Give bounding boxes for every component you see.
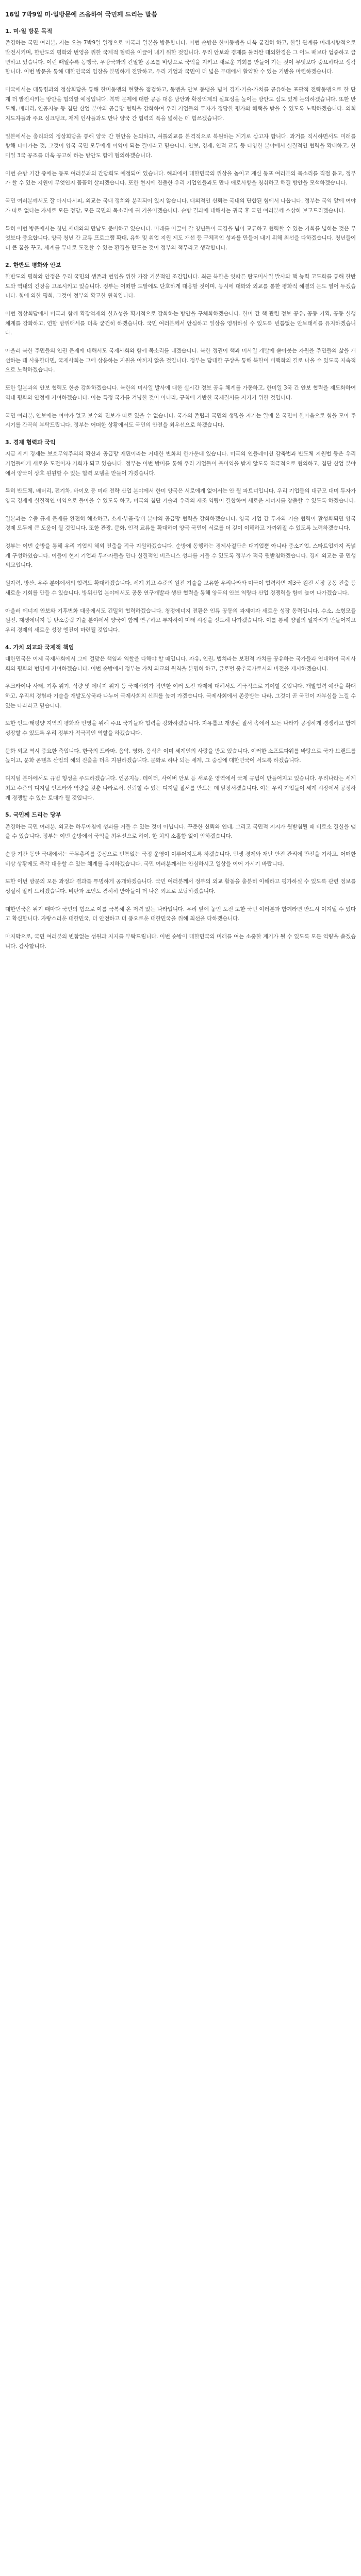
body-paragraph: 한반도의 평화와 안정은 우리 국민의 생존과 번영을 위한 가장 기본적인 조건입니다. 최근 북한은 잇따른 탄도미사일 발사와 핵 능력 고도화를 통해 한반도와 역내의 긴장을 고조시키고 있습니다. 정부는 어떠한 도발에도 단호하게 대응할 것이며, 동시에 대화와 외교를 통한 평화적 해결의 문도 열어 두겠습니다. 힘에 의한 평화, 그것이 정부의 확고한 원칙입니다.: [5, 273, 356, 299]
body-paragraph: 마지막으로, 국민 여러분의 변함없는 성원과 지지를 부탁드립니다. 이번 순방이 대한민국의 미래를 여는 소중한 계기가 될 수 있도록 모든 역량을 쏟겠습니다. 감사합니다.: [5, 934, 356, 950]
document-body: [5, 27, 356, 952]
body-paragraph: 국민 여러분, 안보에는 여야가 없고 보수와 진보가 따로 있을 수 없습니다. 국가의 존립과 국민의 생명을 지키는 일에 온 국민이 한마음으로 힘을 모아 주시기를 간곡히 부탁드립니다. 정부는 어떠한 상황에서도 국민의 안전을 최우선으로 하겠습니다.: [5, 412, 356, 429]
body-paragraph: 또한 이번 방문의 모든 과정과 결과를 투명하게 공개하겠습니다. 국민 여러분께서 정부의 외교 활동을 충분히 이해하고 평가하실 수 있도록 관련 정보를 성실히 알려 드리겠습니다. 비판과 조언도 겸허히 받아들여 더 나은 외교로 보답하겠습니다.: [5, 878, 356, 895]
body-paragraph: 지금 세계 경제는 보호무역주의의 확산과 공급망 재편이라는 거대한 변화의 한가운데 있습니다. 미국의 인플레이션 감축법과 반도체 지원법 등은 우리 기업들에게 새로운 도전이자 기회가 되고 있습니다. 정부는 이번 방미를 통해 우리 기업들이 불이익을 받지 않도록 적극적으로 협의하고, 첨단 산업 분야에서 양국이 상호 윈윈할 수 있는 협력 모델을 만들어 가겠습니다.: [5, 451, 356, 477]
section-heading: 5. 국민께 드리는 당부: [5, 811, 61, 819]
body-paragraph: 미국에서는 대통령과의 정상회담을 통해 한미동맹의 현황을 점검하고, 동맹을 안보 동맹을 넘어 경제·기술·가치를 공유하는 포괄적 전략동맹으로 한 단계 더 발전시키는 방안을 협의할 예정입니다. 북핵 문제에 대한 공동 대응 방안과 확장억제의 실효성을 높이는 방안도 심도 있게 논의하겠습니다. 또한 반도체, 배터리, 인공지능 등 첨단 산업 분야의 공급망 협력을 강화하여 우리 기업들의 투자가 정당한 평가와 혜택을 받을 수 있도록 노력하겠습니다. 의회 지도자들과 주요 싱크탱크, 재계 인사들과도 만나 양국 간 협력의 폭을 넓히는 데 힘쓰겠습니다.: [5, 86, 356, 122]
body-paragraph: 특히 반도체, 배터리, 전기차, 바이오 등 미래 전략 산업 분야에서 한미 양국은 서로에게 없어서는 안 될 파트너입니다. 우리 기업들의 대규모 대미 투자가 양국 경제에 실질적인 이익으로 돌아올 수 있도록 하고, 미국의 첨단 기술과 우리의 제조 역량이 결합하여 새로운 시너지를 창출할 수 있도록 하겠습니다.: [5, 488, 356, 504]
body-paragraph: 정부는 이번 순방을 통해 우리 기업의 해외 진출을 적극 지원하겠습니다. 순방에 동행하는 경제사절단은 대기업뿐 아니라 중소기업, 스타트업까지 폭넓게 구성하였습니다. 이들이 현지 기업과 투자자들을 만나 실질적인 비즈니스 성과를 거둘 수 있도록 정부가 적극 뒷받침하겠습니다. 경제 외교는 곧 민생 외교입니다.: [5, 543, 356, 569]
body-paragraph: 이번 순방 기간 중에는 동포 여러분과의 간담회도 예정되어 있습니다. 해외에서 대한민국의 위상을 높이고 계신 동포 여러분의 목소리를 직접 듣고, 정부가 할 수 있는 지원이 무엇인지 꼼꼼히 살피겠습니다. 또한 현지에 진출한 우리 기업인들과도 만나 애로사항을 청취하고 해결 방안을 모색하겠습니다.: [5, 170, 356, 187]
document-title: 16일 7박9일 미·일방문에 즈음하여 국민께 드리는 말씀: [5, 11, 157, 18]
body-paragraph: 또한 인도·태평양 지역의 평화와 번영을 위해 주요 국가들과 협력을 강화하겠습니다. 자유롭고 개방된 질서 속에서 모든 나라가 공정하게 경쟁하고 함께 성장할 수 있도록 우리 정부가 적극적인 역할을 하겠습니다.: [5, 720, 356, 737]
body-paragraph: 디지털 분야에서도 규범 형성을 주도하겠습니다. 인공지능, 데이터, 사이버 안보 등 새로운 영역에서 국제 규범이 만들어지고 있습니다. 우리나라는 세계 최고 수준의 디지털 인프라와 역량을 갖춘 나라로서, 신뢰할 수 있는 디지털 질서를 만드는 데 앞장서겠습니다. 이는 우리 기업들이 세계 시장에서 공정하게 경쟁할 수 있는 토대가 될 것입니다.: [5, 775, 356, 801]
body-paragraph: 우크라이나 사태, 기후 위기, 식량 및 에너지 위기 등 국제사회가 직면한 여러 도전 과제에 대해서도 적극적으로 기여할 것입니다. 개발협력 예산을 확대하고, 우리의 경험과 기술을 개발도상국과 나누어 국제사회의 신뢰를 높여 가겠습니다. 국제사회에서 존중받는 나라, 그것이 곧 국민이 자부심을 느낄 수 있는 나라라고 믿습니다.: [5, 683, 356, 709]
body-paragraph: 순방 기간 동안 국내에서는 국무총리를 중심으로 빈틈없는 국정 운영이 이루어지도록 하겠습니다. 민생 경제와 재난 안전 관리에 만전을 기하고, 어떠한 비상 상황에도 즉각 대응할 수 있는 체계를 유지하겠습니다. 국민 여러분께서는 안심하시고 일상을 이어 가시기 바랍니다.: [5, 851, 356, 867]
body-paragraph: 아울러 북한 주민들의 인권 문제에 대해서도 국제사회와 함께 목소리를 내겠습니다. 북한 정권이 핵과 미사일 개발에 쏟아붓는 자원을 주민들의 삶을 개선하는 데 사용한다면, 국제사회는 그에 상응하는 지원을 아끼지 않을 것입니다. 정부는 담대한 구상을 통해 북한이 비핵화의 길로 나올 수 있도록 지속적으로 노력하겠습니다.: [5, 348, 356, 374]
body-paragraph: 또한 일본과의 안보 협력도 한층 강화하겠습니다. 북한의 미사일 발사에 대한 실시간 정보 공유 체계를 가동하고, 한미일 3국 간 안보 협력을 제도화하여 역내 평화와 안정에 기여하겠습니다. 이는 특정 국가를 겨냥한 것이 아니라, 규칙에 기반한 국제질서를 지키기 위한 것입니다.: [5, 385, 356, 401]
body-paragraph: 일본과는 수출 규제 문제를 완전히 해소하고, 소재·부품·장비 분야의 공급망 협력을 강화하겠습니다. 양국 기업 간 투자와 기술 협력이 활성화되면 양국 경제 모두에 큰 도움이 될 것입니다. 또한 관광, 문화, 인적 교류를 확대하여 양국 국민이 서로를 더 깊이 이해하고 가까워질 수 있도록 노력하겠습니다.: [5, 515, 356, 532]
body-paragraph: 이번 정상회담에서 미국과 함께 확장억제의 실효성을 획기적으로 강화하는 방안을 구체화하겠습니다. 한미 간 핵 관련 정보 공유, 공동 기획, 공동 실행 체계를 강화하고, 연합 방위태세를 더욱 굳건히 하겠습니다. 국민 여러분께서 안심하고 일상을 영위하실 수 있도록 빈틈없는 안보태세를 유지하겠습니다.: [5, 311, 356, 336]
body-paragraph: 원자력, 방산, 우주 분야에서의 협력도 확대하겠습니다. 세계 최고 수준의 원전 기술을 보유한 우리나라와 미국이 협력하면 제3국 원전 시장 공동 진출 등 새로운 기회를 만들 수 있습니다. 방위산업 분야에서도 공동 연구개발과 생산 협력을 통해 양국의 안보 역량과 산업 경쟁력을 함께 높여 나가겠습니다.: [5, 580, 356, 596]
body-paragraph: 일본에서는 총리와의 정상회담을 통해 양국 간 현안을 논의하고, 셔틀외교를 본격적으로 복원하는 계기로 삼고자 합니다. 과거를 직시하면서도 미래를 향해 나아가는 것, 그것이 양국 국민 모두에게 이익이 되는 길이라고 믿습니다. 안보, 경제, 인적 교류 등 다양한 분야에서 실질적인 협력을 확대하고, 한미일 3국 공조를 더욱 공고히 하는 방안도 함께 협의하겠습니다.: [5, 133, 356, 159]
body-paragraph: 국민 여러분께서도 잘 아시다시피, 외교는 국내 정치와 분리되어 있지 않습니다. 대외적인 신뢰는 국내의 단합된 힘에서 나옵니다. 정부는 국익 앞에 여야가 따로 없다는 자세로 모든 정당, 모든 국민의 목소리에 귀 기울이겠습니다. 순방 결과에 대해서는 귀국 후 국민 여러분께 소상히 보고드리겠습니다.: [5, 198, 356, 214]
section-heading: 2. 한반도 평화와 안보: [5, 261, 61, 268]
section-heading: 3. 경제 협력과 국익: [5, 438, 56, 446]
body-paragraph: 문화 외교 역시 중요한 축입니다. 한국의 드라마, 음악, 영화, 음식은 이미 세계인의 사랑을 받고 있습니다. 이러한 소프트파워를 바탕으로 국가 브랜드를 높이고, 문화 콘텐츠 산업의 해외 진출을 더욱 지원하겠습니다. 문화로 하나 되는 세계, 그 중심에 대한민국이 서도록 하겠습니다.: [5, 748, 356, 764]
body-paragraph: 대한민국은 위기 때마다 국민의 힘으로 이를 극복해 온 저력 있는 나라입니다. 우리 앞에 놓인 도전 또한 국민 여러분과 함께라면 반드시 이겨낼 수 있다고 확신합니다. 자랑스러운 대한민국, 더 안전하고 더 풍요로운 대한민국을 위해 최선을 다하겠습니다.: [5, 906, 356, 922]
body-paragraph: 대한민국은 이제 국제사회에서 그에 걸맞은 책임과 역할을 다해야 할 때입니다. 자유, 인권, 법치라는 보편적 가치를 공유하는 국가들과 연대하여 국제사회의 평화와 번영에 기여하겠습니다. 이번 순방에서 정부는 가치 외교의 원칙을 분명히 하고, 글로벌 중추국가로서의 비전을 제시하겠습니다.: [5, 655, 356, 672]
body-paragraph: 특히 이번 방문에서는 청년 세대와의 만남도 준비하고 있습니다. 미래를 이끌어 갈 청년들이 국경을 넘어 교류하고 협력할 수 있는 기회를 넓히는 것은 무엇보다 중요합니다. 양국 청년 간 교류 프로그램 확대, 유학 및 취업 지원 제도 개선 등 구체적인 성과를 만들어 내기 위해 최선을 다하겠습니다. 청년들이 더 큰 꿈을 꾸고, 세계를 무대로 도전할 수 있는 환경을 만드는 것이 정부의 책무라고 생각합니다.: [5, 225, 356, 251]
section-heading: 4. 가치 외교와 국제적 책임: [5, 643, 74, 651]
body-paragraph: 존경하는 국민 여러분, 저는 오늘 7박9일 일정으로 미국과 일본을 방문합니다. 이번 순방은 한미동맹을 더욱 굳건히 하고, 한일 관계를 미래지향적으로 발전시키며, 한반도의 평화와 번영을 위한 국제적 협력을 이끌어 내기 위한 것입니다. 우리 안보와 경제를 둘러싼 대외환경은 그 어느 때보다 엄중하고 급변하고 있습니다. 이런 때일수록 동맹국, 우방국과의 긴밀한 공조를 바탕으로 국익을 지키고 새로운 기회를 만들어 가는 것이 무엇보다 중요하다고 생각합니다. 이번 방문을 통해 대한민국의 입장을 분명하게 전달하고, 우리 기업과 국민이 더 넓은 무대에서 활약할 수 있는 기반을 마련하겠습니다.: [5, 40, 356, 75]
section-heading: 1. 미·일 방문 목적: [5, 27, 53, 35]
body-paragraph: 존경하는 국민 여러분, 외교는 하루아침에 성과를 거둘 수 있는 것이 아닙니다. 꾸준한 신뢰와 인내, 그리고 국민적 지지가 뒷받침될 때 비로소 결실을 맺을 수 있습니다. 정부는 이번 순방에서 국익을 최우선으로 하여, 한 치의 소홀함 없이 임하겠습니다.: [5, 823, 356, 840]
body-paragraph: 아울러 에너지 안보와 기후변화 대응에서도 긴밀히 협력하겠습니다. 청정에너지 전환은 인류 공동의 과제이자 새로운 성장 동력입니다. 수소, 소형모듈원전, 재생에너지 등 탄소중립 기술 분야에서 양국이 함께 연구하고 투자하여 미래 시장을 선도해 나가겠습니다. 이를 통해 양질의 일자리가 만들어지고 우리 경제의 새로운 성장 엔진이 마련될 것입니다.: [5, 607, 356, 633]
